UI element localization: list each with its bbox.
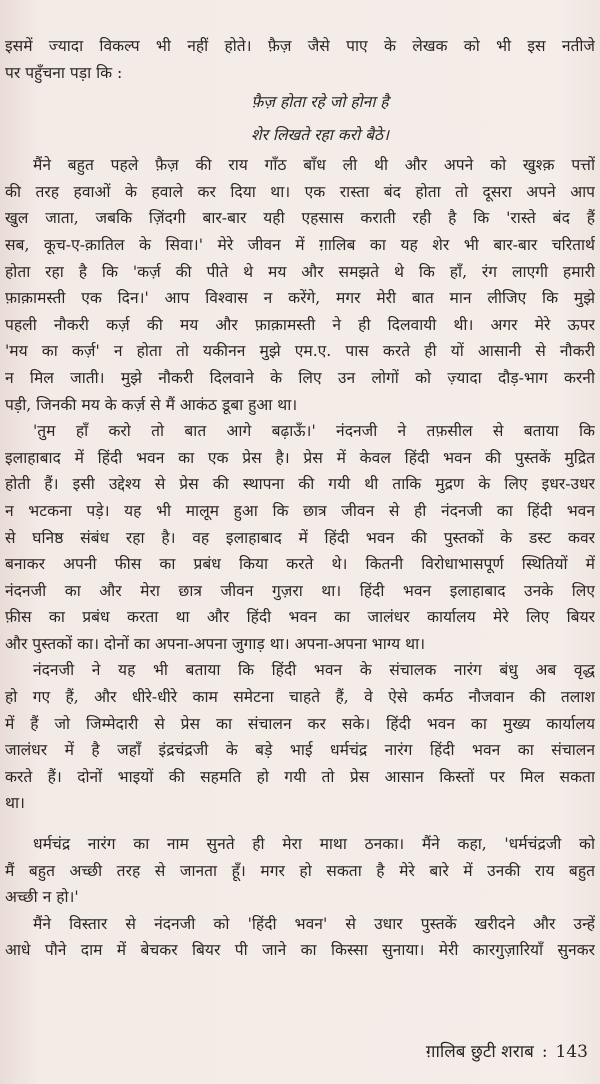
text-line: हो गए हैं, और धीरे-धीरे काम समेटना चाहते हैं, वे ऐसे कर्मठ नौजवान की तलाश [5,688,595,707]
text-line: सब, कूच-ए-क़ातिल के सिवा।' मेरे जीवन में ग़ालिब का यह शेर भी बार-बार चरितार्थ [5,235,595,254]
page-number: 143 [555,1042,588,1062]
text-line: खुल जाता, जबकि ज़िंदगी बार-बार यही एहसास कराती रही है कि 'रास्ते बंद हैं [5,209,595,228]
footer-separator: : [541,1042,548,1062]
text-line: नंदनजी ने यह भी बताया कि हिंदी भवन के संचालक नारंग बंधु अब वृद्ध [33,661,595,680]
text-line: 'तुम हाँ करो तो बात आगे बढ़ाऊँ।' नंदनजी ने तफ़सील से बताया कि [33,422,595,441]
text-line: में हैं जो जिम्मेदारी से प्रेस का संचालन कर सके। हिंदी भवन का मुख्य कार्यालय [5,714,595,733]
text-line: होता रहा है कि 'कर्ज़ की पीते थे मय और समझते थे कि हाँ, रंग लाएगी हमारी [5,262,595,281]
text-line: 'मय का कर्ज़' न होता तो यकीनन मुझे एम.ए. पास करते ही यों आसानी से नौकरी [5,342,595,361]
text-line: मैंने विस्तार से नंदनजी को 'हिंदी भवन' से उधार पुस्तकें खरीदने और उन्हें [33,914,595,933]
text-line: फ़ीस का प्रबंध करता था और हिंदी भवन का जालंधर कार्यालय मेरे लिए बियर [5,608,595,627]
text-line: जालंधर में है जहाँ इंद्रचंद्रजी के बड़े भाई धर्मचंद्र नारंग हिंदी भवन का संचालन [5,741,595,760]
text-line: न भटकना पड़े। यह भी मालूम हुआ कि छात्र जीवन से ही नंदनजी का हिंदी भवन [5,501,595,520]
page-body-text [5,33,595,964]
text-line: फ़ाक़ामस्ती एक दिन।' आप विश्वास न करेंगे, मगर मेरी बात मान लीजिए कि मुझे [5,289,595,308]
text-line: पर पहुँचना पड़ा कि : [5,63,123,82]
text-line: न मिल जाती। मुझे नौकरी दिलवाने के लिए उन लोगों को ज़्यादा दौड़-भाग करनी [5,368,595,387]
text-line: बनाकर अपनी फीस का प्रबंध किया करते थे। कितनी विरोधाभासपूर्ण स्थितियों में [5,555,595,574]
couplet-line: शेर लिखते रहा करो बैठे। [250,126,390,145]
text-line: की तरह हवाओं के हवाले कर दिया था। एक रास्ता बंद होता तो दूसरा अपने आप [5,182,595,201]
text-line: इसमें ज्यादा विकल्प भी नहीं होते। फ़ैज़ जैसे पाए के लेखक को भी इस नतीजे [5,37,595,55]
text-line: मैं बहुत अच्छी तरह से जानता हूँ। मगर हो सकता है मेरे बारे में उनकी राय बहुत [5,861,595,880]
page-footer [426,1039,588,1062]
text-line: धर्मचंद्र नारंग का नाम सुनते ही मेरा माथा ठनका। मैंने कहा, 'धर्मचंद्रजी को [33,835,595,854]
text-line: इलाहाबाद में हिंदी भवन का एक प्रेस है। प्रेस में केवल हिंदी भवन की पुस्तकें मुद्रित [5,448,595,467]
text-line: पड़ी, जिनकी मय के कर्ज़ से मैं आकंठ डूबा हुआ था। [5,395,298,414]
running-title: ग़ालिब छुटी शराब [425,1042,534,1062]
text-line: और पुस्तकों का। दोनों का अपना-अपना जुगाड़ था। अपना-अपना भाग्य था। [5,634,426,653]
couplet-line: फ़ैज़ होता रहे जो होना है [251,93,389,112]
text-line: अच्छी न हो।' [5,888,79,907]
text-line: करते हैं। दोनों भाइयों की सहमति हो गयी तो प्रेस आसान किस्तों पर मिल सकता [5,767,595,786]
text-line: होती हैं। इसी उद्देश्य से प्रेस की स्थापना की गयी थी ताकि मुद्रण के लिए इधर-उधर [5,475,595,494]
text-line: था। [5,794,25,813]
paragraph-gap [5,817,595,831]
text-line: मैंने बहुत पहले फ़ैज़ की राय गाँठ बाँध ली थी और अपने को खुश्क़ पत्तों [33,156,595,175]
text-line: से घनिष्ठ संबंध रहा है। वह इलाहाबाद में हिंदी भवन की पुस्तकों के डस्ट कवर [5,528,595,547]
text-line: नंदनजी का और मेरा छात्र जीवन गुज़रा था। हिंदी भवन इलाहाबाद उनके लिए [5,581,595,600]
text-line: पहली नौकरी कर्ज़ की मय और फ़ाक़ामस्ती ने ही दिलवायी थी। अगर मेरे ऊपर [5,315,595,334]
text-line: आधे पौने दाम में बेचकर बियर पी जाने का किस्सा सुनाया। मेरी कारगुज़ारियाँ सुनकर [5,941,595,960]
